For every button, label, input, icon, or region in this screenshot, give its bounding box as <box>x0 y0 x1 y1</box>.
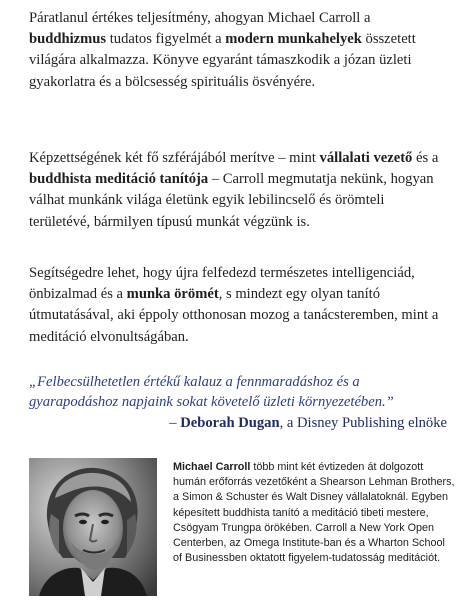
para3-text-1: Segítségedre lehet, hogy újra felfedezd természetes intelligenciád, önbizalmad és a <box>29 265 415 303</box>
author-name: Michael Carroll <box>173 461 251 473</box>
para1-text-3: összetett világára alkalmazza. Könyve egyaránt támaszkodik a józan üzleti gyakorlatra és a bölcsesség spirituális ösvényére. <box>29 31 416 90</box>
para2-text-1: Képzettségének két fő szférájából merítve – mint <box>29 150 320 166</box>
author-photo <box>29 458 157 596</box>
endorsement-quote: „Felbecsülhetetlen értékű kalauz a fennmaradáshoz és a gyarapodáshoz napjaink sokat követelő üzleti környezetében.” <box>29 374 394 410</box>
intro-paragraph <box>29 8 449 93</box>
second-paragraph <box>29 148 449 233</box>
para1-bold-1: buddhizmus <box>29 31 107 48</box>
author-bio-text: több mint két évtizeden át dolgozott humán erőforrás vezetőként a Shearson Lehman Brothers, a Simon & Schuster és Walt Disney vállalatoknál. Egyben képesített buddhista tanító a meditáció tibeti mestere, Csögyam Trungpa örökében. Carroll a New York Open Centerben, az Omega Institute-ban és a Wharton School of Businessben oktatott figyelem-tudatosság meditációt. <box>173 461 455 565</box>
endorsement-attribution <box>169 413 447 433</box>
para2-bold-2: buddhista meditáció tanítója <box>29 171 209 188</box>
author-portrait-image <box>29 458 157 596</box>
author-bio <box>173 460 455 566</box>
para1-bold-2: modern munkahelyek <box>225 31 362 48</box>
attribution-dash: – <box>169 415 181 431</box>
para2-bold-1: vállalati vezető <box>319 150 413 166</box>
para1-text-1: Páratlanul értékes teljesítmény, ahogyan Michael Carroll a <box>29 10 371 26</box>
para1-text-2: tudatos figyelmét a <box>106 31 226 48</box>
para3-bold-1: munka örömét <box>126 286 219 303</box>
para2-text-3: – Carroll megmutatja nekünk, hogyan válhat munkánk világa életünk egyik lebilincselő és örömteli területévé, bármilyen típusú munkát végzünk is. <box>29 171 434 230</box>
para3-text-2: , s mindezt egy olyan tanító útmutatásával, aki éppoly otthonosan mozog a tanácsteremben, mint a meditáció elvonultságában. <box>29 286 439 345</box>
para2-text-2: és a <box>412 150 439 166</box>
attribution-title: , a Disney Publishing elnöke <box>279 415 447 431</box>
third-paragraph <box>29 263 449 348</box>
attribution-name: Deborah Dugan <box>180 415 280 431</box>
